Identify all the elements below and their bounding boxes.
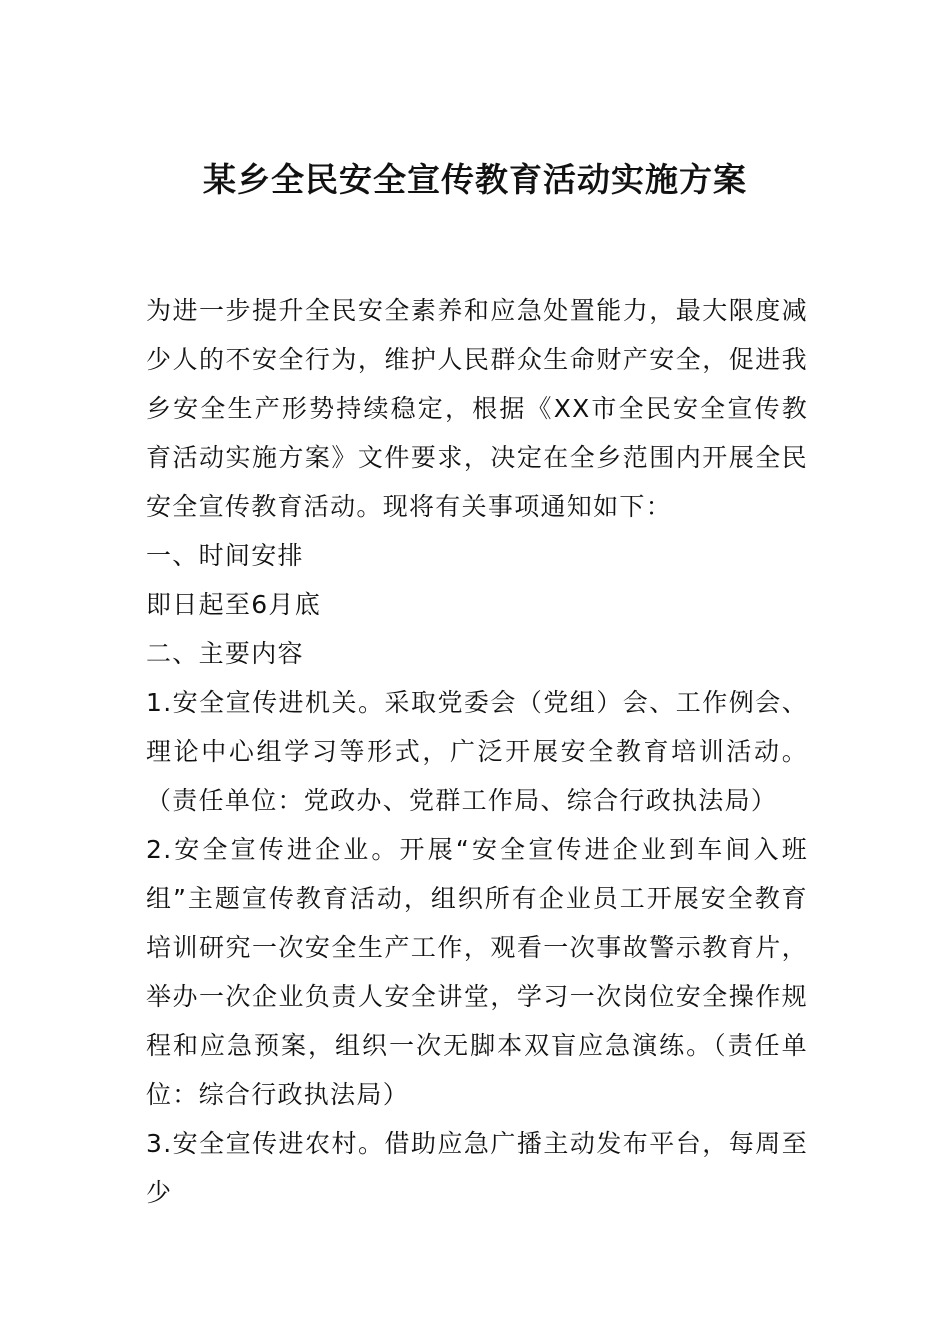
schedule-paragraph: 即日起至6月底 [146,590,322,619]
item-paragraph-agencies: 1.安全宣传进机关。采取党委会（党组）会、工作例会、理论中心组学习等形式，广泛开展安全教育培训活动。（责任单位：党政办、党群工作局、综合行政执法局） [146,688,808,815]
document-body [146,286,808,1217]
item-paragraph-enterprises: 2.安全宣传进企业。开展“安全宣传进企业到车间入班组”主题宣传教育活动，组织所有企业员工开展安全教育培训研究一次安全生产工作，观看一次事故警示教育片，举办一次企业负责人安全讲堂，学习一次岗位安全操作规程和应急预案，组织一次无脚本双盲应急演练。（责任单位：综合行政执法局） [146,835,808,1109]
document-title: 某乡全民安全宣传教育活动实施方案 [203,160,747,199]
section-heading-content: 二、主要内容 [146,639,304,668]
section-heading-schedule: 一、时间安排 [146,541,304,570]
intro-paragraph: 为进一步提升全民安全素养和应急处置能力，最大限度减少人的不安全行为，维护人民群众生命财产安全，促进我乡安全生产形势持续稳定，根据《XX市全民安全宣传教育活动实施方案》文件要求，决定在全乡范围内开展全民安全宣传教育活动。现将有关事项通知如下： [146,296,808,521]
item-paragraph-villages: 3.安全宣传进农村。借助应急广播主动发布平台，每周至少 [146,1129,808,1207]
